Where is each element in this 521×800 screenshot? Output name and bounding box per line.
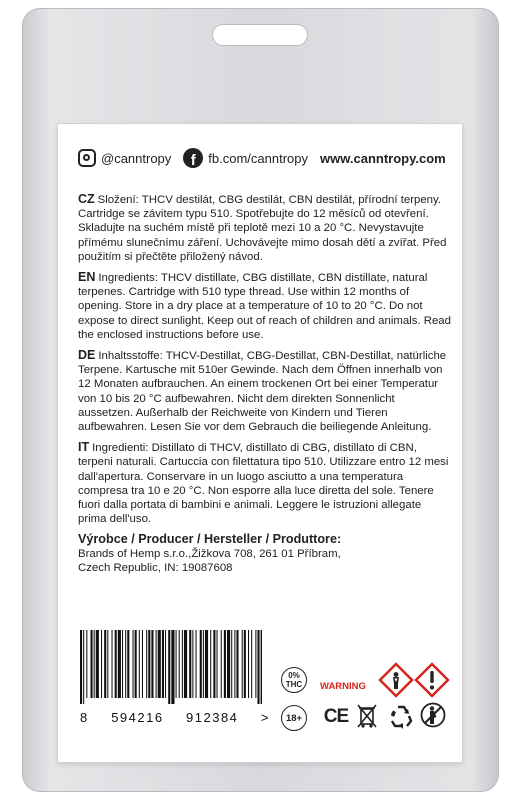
label-text (78, 192, 452, 575)
barcode-bar (213, 630, 215, 698)
barcode-bar (156, 630, 157, 698)
barcode-bar (196, 630, 197, 698)
barcode-bar (91, 630, 93, 698)
barcode-bar (244, 630, 246, 698)
barcode-group1: 594216 (111, 710, 164, 725)
barcode-bar (96, 630, 99, 698)
hang-hole (212, 24, 308, 46)
barcode-bar (151, 630, 153, 698)
barcode-bar (176, 630, 177, 698)
barcode-group2: 912384 (186, 710, 239, 725)
barcode-bar (80, 630, 82, 704)
block-en (78, 270, 452, 342)
barcode-bar (255, 630, 256, 698)
barcode-bar (168, 630, 170, 704)
block-it (78, 440, 452, 526)
barcode-bar (200, 630, 202, 698)
barcode-bar (101, 630, 102, 698)
block-de (78, 348, 452, 434)
health-hazard-icon (378, 662, 414, 698)
barcode-bar (162, 630, 164, 698)
facebook-icon: f (183, 148, 203, 168)
producer-line2: Czech Republic, IN: 19087608 (78, 561, 233, 574)
barcode-bar (236, 630, 238, 698)
barcode-bar (125, 630, 126, 698)
barcode-bar (251, 630, 252, 698)
block-text: Ingredienti: Distillato di THCV, distillato di CBG, distillato di CBN, terpeni naturali. Cartuccia con filettatura tipo 510. Utilizzare entro 12 mesi dall'apertura. Conservare in un luogo asciutto a una temperatura compresa tra 10 e 20 °C. Non esporre alla luce diretta del sole. Tenere fuori dalla portata di bambini e animali. Leggere le istruzioni allegate prima dell'uso. (78, 442, 449, 526)
barcode-bar (261, 630, 262, 704)
barcode-bar (133, 630, 134, 698)
barcode-bar (179, 630, 180, 698)
barcode-bar (234, 630, 235, 698)
barcode-bar (248, 630, 249, 698)
barcode-bar (242, 630, 243, 698)
barcode-bar (221, 630, 222, 698)
barcode-bar (127, 630, 129, 698)
barcode-bar (184, 630, 187, 698)
barcode-bar (217, 630, 218, 698)
lang-code: DE (78, 348, 96, 363)
lang-code: EN (78, 270, 96, 285)
barcode (80, 630, 262, 704)
barcode-bar (210, 630, 211, 698)
barcode-bar (139, 630, 140, 698)
barcode-bar (158, 630, 161, 698)
lang-code: IT (78, 440, 90, 455)
producer-line1: Brands of Hemp s.r.o.,Žižkova 708, 261 01 Příbram, (78, 547, 341, 560)
block-text: Inhaltsstoffe: THCV-Destillat, CBG-Destillat, CBN-Destillat, natürliche Terpene. Kartusche mit 510er Gewinde. Nach dem Öffnen innerhalb von 12 Monaten aufbrauchen. An einem trockenen Ort bei einer Temperatur von 10 bis 20 °C aufbewahren. Nicht dem direkten Sonnenlicht aussetzen. Außerhalb der Reichweite von Kindern und Tieren aufbewahren. Lesen Sie vor dem Gebrauch die beiliegende Anleitung. (78, 350, 447, 434)
barcode-bar (182, 630, 183, 698)
barcode-bar (86, 630, 87, 698)
warning-label: WARNING (320, 681, 366, 692)
barcode-bar (224, 630, 226, 698)
barcode-lead: 8 (80, 710, 89, 725)
facebook-group (183, 148, 308, 168)
block-text: Ingredients: THCV distillate, CBG distillate, CBN distillate, natural terpenes. Cartridge with 510 type thread. Use within 12 months of opening. Store in a dry place at a temperature of 10 to 20 °C. Do not expose to direct sunlight. Keep out of reach of children and animals. Read the enclosed instructions before use. (78, 272, 451, 341)
barcode-bar (118, 630, 121, 698)
exclamation-icon (414, 662, 450, 698)
barcode-end: > (260, 710, 270, 725)
no-pregnant-icon (420, 702, 446, 728)
instagram-icon (78, 149, 96, 167)
barcode-bar (104, 630, 106, 698)
facebook-url: fb.com/canntropy (208, 150, 309, 166)
barcode-bar (142, 630, 143, 698)
block-text: Složení: THCV destilát, CBG destilát, CBN destilát, přírodní terpeny. Cartridge se závitem typu 510. Spotřebujte do 12 měsíců od otevření. Skladujte na suchém místě při teplotě mezi 10 a 20 °C. Nevystavujte přímému slunečnímu záření. Uchovávejte mimo dosah dětí a zvířat. Před použitím si přečtěte přiložený návod. (78, 194, 447, 263)
lang-code: CZ (78, 192, 95, 206)
barcode-bar (227, 630, 230, 698)
barcode-bar (112, 630, 113, 698)
barcode-bar (107, 630, 108, 698)
barcode-bar (192, 630, 193, 698)
barcode-bar (203, 630, 204, 698)
thc-free-icon: 0% THC (281, 667, 307, 693)
instagram-handle: @canntropy (101, 150, 172, 166)
age-18-icon: 18+ (281, 705, 307, 731)
ce-icon: CE (323, 706, 349, 727)
social-row (78, 145, 448, 171)
no-bin-icon (356, 703, 378, 729)
recycle-icon (388, 703, 414, 729)
barcode-bar (148, 630, 150, 698)
barcode-bar (171, 630, 174, 704)
barcode-bar (231, 630, 232, 698)
website-url: www.canntropy.com (320, 150, 446, 166)
barcode-bar (135, 630, 137, 698)
barcode-bar (83, 630, 84, 704)
barcode-bar (165, 630, 166, 698)
producer-title: Výrobce / Producer / Hersteller / Produttore: (78, 532, 342, 547)
barcode-number (80, 710, 270, 725)
barcode-bar (189, 630, 191, 698)
barcode-bar (94, 630, 95, 698)
barcode-bar (205, 630, 208, 698)
barcode-bar (115, 630, 117, 698)
instagram-group (78, 149, 171, 167)
barcode-bar (257, 630, 259, 704)
block-cz (78, 192, 452, 264)
barcode-bar (146, 630, 147, 698)
barcode-bar (122, 630, 123, 698)
